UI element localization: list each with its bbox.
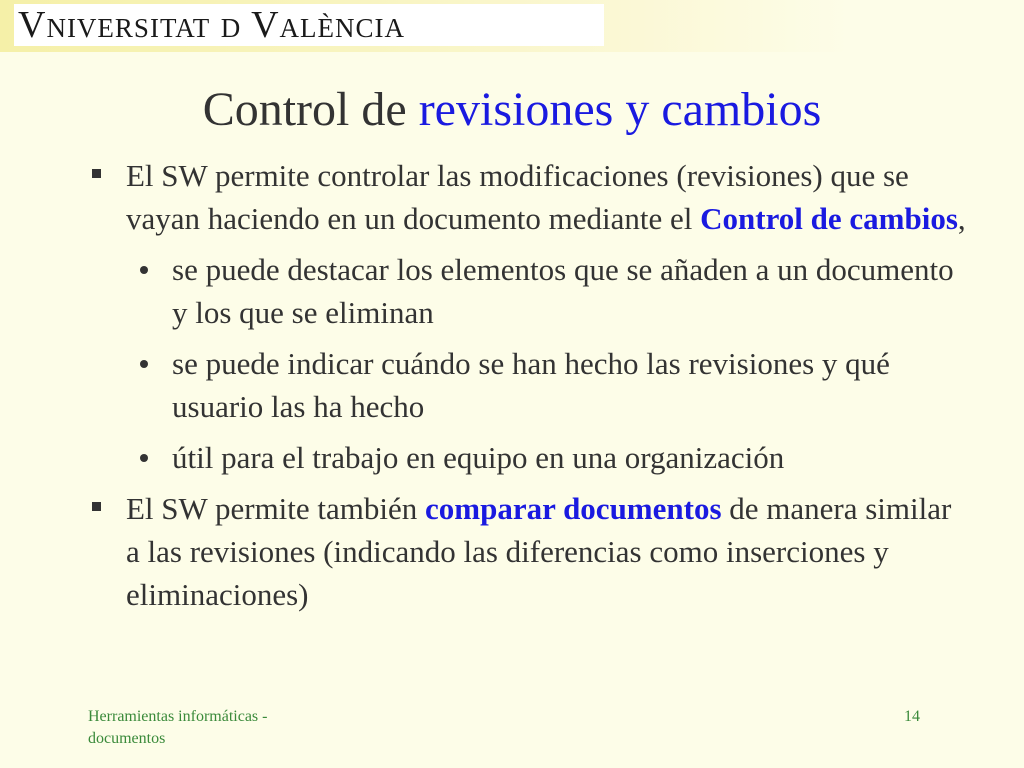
bullet-highlight: comparar documentos: [425, 491, 722, 526]
title-prefix: Control de: [202, 83, 419, 136]
bullet-item: [88, 487, 968, 616]
bullet-item: [88, 154, 968, 240]
slide-content: [88, 154, 968, 624]
sub-bullet-text: se puede indicar cuándo se han hecho las revisiones y qué usuario las ha hecho: [172, 346, 890, 424]
bullet-text: El SW permite también: [126, 491, 426, 526]
bullet-highlight: Control de cambios: [700, 201, 958, 236]
square-bullet-icon: [92, 169, 101, 178]
sub-bullet-text: se puede destacar los elementos que se añaden a un documento y los que se eliminan: [172, 252, 954, 330]
bullet-text-after: ,: [957, 201, 966, 236]
sub-bullet-item: [88, 248, 968, 334]
round-bullet-icon: [140, 360, 148, 368]
square-bullet-icon: [92, 502, 101, 511]
title-accent: revisiones y cambios: [418, 83, 822, 136]
bullet-text-after: de manera similar a las revisiones (indicando las diferencias como inserciones y eliminaciones): [126, 491, 952, 612]
sub-bullet-item: [88, 436, 968, 479]
footer-page-number: 14: [904, 708, 920, 725]
university-logo: [14, 4, 604, 46]
round-bullet-icon: [140, 454, 148, 462]
round-bullet-icon: [140, 266, 148, 274]
sub-bullet-item: [88, 342, 968, 428]
bullet-text: El SW permite controlar las modificaciones (revisiones) que se vayan haciendo en un documento mediante el: [126, 158, 909, 236]
slide-title: [0, 80, 1024, 140]
logo-band: [0, 0, 850, 52]
logo-text: Vniversitat d València: [18, 4, 406, 46]
footer-course-title: Herramientas informáticas - documentos: [88, 708, 268, 747]
sub-bullet-text: útil para el trabajo en equipo en una organización: [172, 440, 785, 475]
